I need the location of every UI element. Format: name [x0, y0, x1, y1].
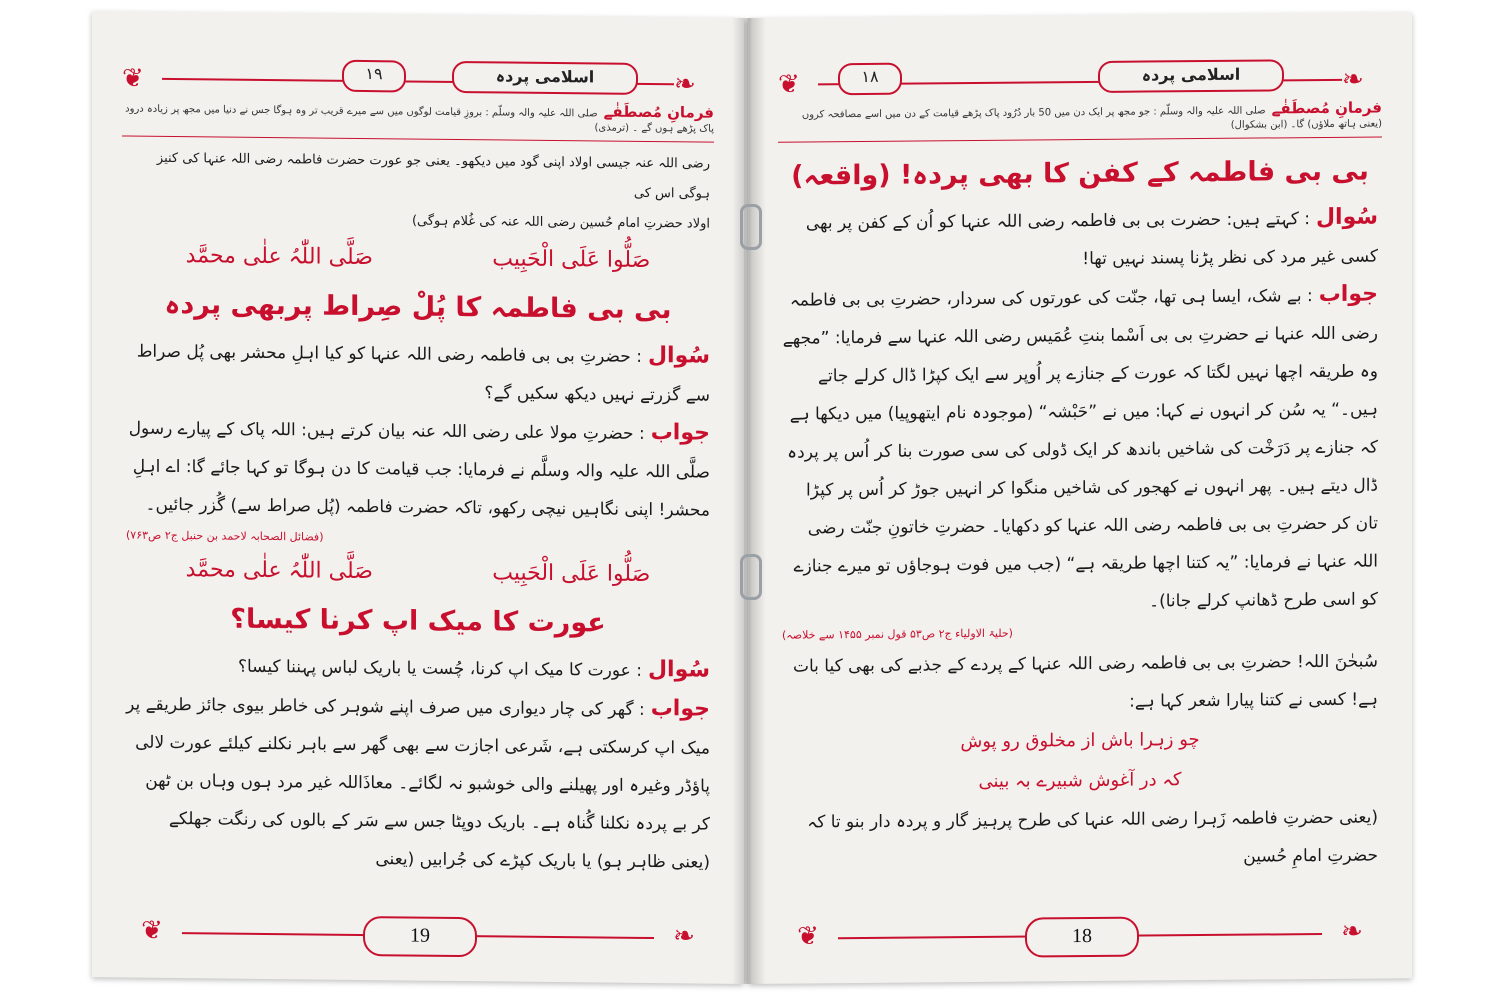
salawat-text: صَلَّی اللّٰہُ علٰی محمَّد	[185, 557, 373, 585]
question-text: : عورت کا میک اپ کرنا، چُست یا باریک لباس پہننا کیسا؟	[237, 656, 642, 681]
answer-paragraph	[126, 409, 710, 530]
page-body	[782, 145, 1378, 914]
salawat-text: صَلَّی اللّٰہُ علٰی محمَّد	[185, 243, 373, 271]
farman-lead: فرمانِ مُصطَفٰے	[603, 102, 714, 122]
page-footer	[778, 910, 1382, 959]
answer-label: جواب	[1318, 281, 1378, 308]
farman-lead: فرمانِ مُصطَفٰے	[1271, 98, 1382, 118]
question-label: سُوال	[647, 342, 710, 369]
header-page-number: ۱۸	[838, 63, 902, 96]
poem-line: چو زہرا باش از مخلوق رو پوش	[960, 729, 1200, 753]
staple-icon	[740, 554, 762, 600]
scroll-ornament-icon: ❦	[141, 915, 163, 946]
answer-text: : حضرتِ مولا علی رضی اللہ عنہ بیان کرتے ہیں: اللہ پاک کے پیارے رسول صلَّی اللہ علیہ والہ وسلَّم نے فرمایا: جب قیامت کا دن ہوگا تو کہا جائے گا: اے اہلِ محشر! اپنی نگاہیں نیچی رکھو، تاکہ حضرت فاطمہ (پُل صراط سے) گُزر جائیں۔	[128, 418, 710, 521]
farman-line	[778, 100, 1382, 142]
section-heading: بی بی فاطمہ کا پُلْ صِراط پربھی پردہ	[164, 288, 672, 326]
reference-citation: (حلیۃ الاولیاء ج۲ ص۵۳ قول نمبر ۱۴۵۵ سے خلاصہ)	[782, 626, 1013, 642]
section-heading: عورت کا میک اپ کرنا کیسا؟	[230, 603, 606, 639]
body-paragraph: سُبحٰنَ اللہ! حضرتِ بی بی فاطمہ رضی اللہ عنہا کے پردے کے جذبے کی بھی کیا بات ہے! کسی نے کتنا پیارا شعر کہا ہے:	[792, 651, 1378, 712]
poem-line: کہ در آغوش شبیرے بہ بینی	[978, 769, 1182, 792]
question-paragraph	[782, 199, 1378, 281]
staple-icon	[740, 204, 762, 250]
answer-label: جواب	[650, 420, 710, 446]
answer-label: جواب	[650, 696, 710, 722]
intro-line: اولاد حضرتِ امام حُسین رضی اللہ عنہ کی غُلام ہوگی)	[411, 213, 710, 232]
answer-paragraph	[126, 685, 710, 882]
body-paragraph: (یعنی حضرتِ فاطمہ زَہرا رضی اللہ عنہا کی طرح پرہیز گار و پردہ دار بنو تا کہ حضرتِ امامِ حُسین	[807, 807, 1378, 867]
header-book-title: اسلامی پردہ	[452, 61, 638, 95]
intro-line: رضی اللہ عنہ جیسی اولاد اپنی گود میں دیکھو۔ یعنی جو عورت حضرت فاطمہ رضی اللہ عنہا کی کنیز ہوگی اس کی	[156, 150, 710, 202]
page-18	[748, 12, 1412, 984]
farman-text: صلی اللہ علیہ والہ وسلّم : جو مجھ پر ایک دن میں 50 بار دُرُود پاک پڑھے قیامت کے دن میں اسے مصافحہ کروں (یعنی ہاتھ ملاؤں) گا۔ (ابن بشکوال)	[801, 105, 1382, 131]
salawat-row	[126, 548, 710, 598]
reference-citation: (فضائل الصحابہ لاحمد بن حنبل ج۲ ص۷۶۳)	[126, 528, 324, 544]
header-page-number: ۱۹	[342, 60, 406, 93]
scroll-ornament-icon: ❧	[1342, 64, 1364, 95]
salawat-row	[126, 234, 710, 284]
question-paragraph	[126, 332, 710, 415]
question-label: سُوال	[1315, 204, 1378, 231]
page-19	[92, 11, 744, 984]
farman-line	[122, 99, 714, 142]
page-header	[778, 44, 1382, 99]
open-booklet	[92, 18, 1412, 984]
scroll-ornament-icon: ❦	[797, 921, 819, 952]
page-body	[126, 144, 710, 914]
scroll-ornament-icon: ❧	[673, 921, 695, 952]
question-paragraph	[126, 646, 710, 691]
question-text: : کہتے ہیں: حضرت بی بی فاطمہ رضی اللہ عنہا کو اُن کے کفن پر بھی کسی غیر مرد کی نظر پڑنا پسند نہیں تھا!	[805, 209, 1378, 270]
scroll-ornament-icon: ❧	[674, 69, 696, 100]
footer-page-number: 19	[363, 916, 477, 957]
farman-text: صلی اللہ علیہ والہ وسلّم : بروزِ قیامت لوگوں میں سے میرے قریب تر وہ ہوگا جس نے دنیا میں مجھ پر زیادہ درود پاک پڑھے ہوں گے ۔ (ترمذی)	[125, 103, 714, 135]
scroll-ornament-icon: ❦	[778, 69, 800, 100]
salawat-text: صَلُّوا عَلَی الْحَبِیب	[492, 560, 651, 588]
answer-paragraph	[782, 276, 1378, 624]
question-text: : حضرتِ بی بی فاطمہ رضی اللہ عنہا کو کیا اہلِ محشر بھی پُل صراط سے گزرتے نہیں دیکھ سکیں گے؟	[136, 341, 710, 406]
section-heading: بی بی فاطمہ کے کفن کا بھی پردہ! (واقعہ)	[791, 155, 1369, 192]
page-header	[122, 43, 714, 99]
answer-text: : بے شک، ایسا ہی تھا، جنّت کی عورتوں کی سردار، حضرتِ بی بی فاطمہ رضی اللہ عنہا نے حضرتِ بی بی اَسْما بنتِ عُمَیس رضی اللہ عنہا سے فرمایا: ”مجھے وہ طریقہ اچھا نہیں لگتا کہ عورت کے جنازے پر اُوپر سے ایک کپڑا ڈال کرلے جاتے ہیں۔“ یہ سُن کر انہوں نے کہا: میں نے ”حَبْشہ“ (موجودہ نام ایتھوپیا) میں دیکھا ہے کہ جنازے پر دَرَخْت کی شاخیں باندھ کر ایک ڈولی کی سی صورت بنا کر اُس پر پردہ ڈال دیتے ہیں۔ پھر انہوں نے کھجور کی شاخیں منگوا کر انہیں جوڑ کر اُس پر کپڑا تان کر حضرتِ بی بی فاطمہ رضی اللہ عنہا کو دکھایا۔ حضرتِ خاتونِ جنّت رضی اللہ عنہا نے فرمایا: ”یہ کتنا اچھا طریقہ ہے“ (جب میں فوت ہوجاؤں تو میرے جنازے کو اسی طرح ڈھانپ کرلے جانا)۔	[782, 286, 1378, 612]
page-footer	[122, 909, 714, 959]
question-label: سُوال	[647, 656, 710, 683]
header-book-title: اسلامی پردہ	[1098, 59, 1284, 93]
footer-page-number: 18	[1025, 917, 1139, 958]
scroll-ornament-icon: ❧	[1341, 916, 1363, 947]
scroll-ornament-icon: ❦	[122, 63, 144, 94]
answer-text: : گھر کی چار دیواری میں صرف اپنے شوہر کی خاطر بیوی جائز طریقے پر میک اپ کرسکتی ہے، شَرعی اجازت سے بھی گھر سے باہر نکلنے کیلئے عورت لالی پاؤڈر وغیرہ اور پھیلنے والی خوشبو نہ لگائے۔ معاذَاللہ غیر مرد ہوں وہاں بن ٹھن کر بے پردہ نکلنا گُناہ ہے۔ باریک دوپٹا جس سے سَر کے بالوں کی رنگت جھلکے (یعنی ظاہر ہو) یا باریک کپڑے کی جُرابیں (یعنی	[126, 694, 710, 873]
salawat-text: صَلُّوا عَلَی الْحَبِیب	[492, 246, 651, 274]
